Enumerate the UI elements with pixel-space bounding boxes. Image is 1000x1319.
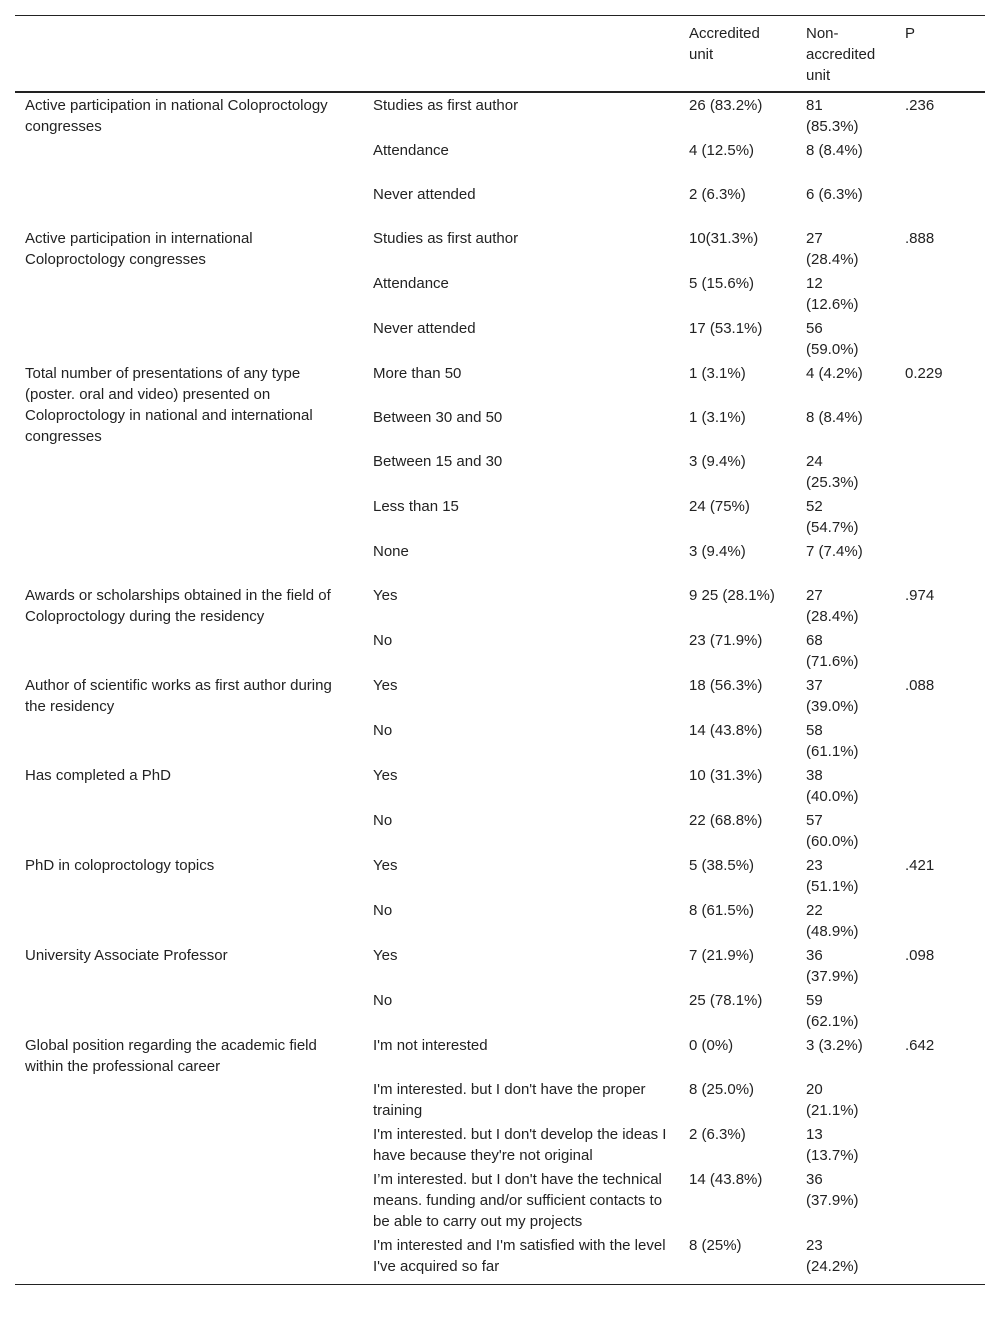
cell-non-accredited: 38 (40.0%)	[806, 767, 859, 805]
cell-response: Attendance	[373, 275, 449, 292]
cell-non-accredited: 24 (25.3%)	[806, 453, 859, 491]
cell-non-accredited: 23 (51.1%)	[806, 857, 859, 895]
cell-accredited: 0 (0%)	[689, 1037, 734, 1054]
table-body	[15, 92, 985, 1285]
cell-accredited: 26 (83.2%)	[689, 97, 763, 114]
cell-non-accredited: 13 (13.7%)	[806, 1126, 859, 1164]
cell-accredited: 24 (75%)	[689, 498, 750, 515]
cell-non-accredited: 6 (6.3%)	[806, 186, 863, 203]
cell-response: I'm interested and I'm satisfied with the level I've acquired so far	[373, 1237, 666, 1275]
cell-accredited: 8 (61.5%)	[689, 902, 755, 919]
cell-accredited: 2 (6.3%)	[689, 1126, 746, 1143]
header-variable	[15, 16, 373, 93]
cell-response: Yes	[373, 767, 398, 784]
cell-non-accredited: 3 (3.2%)	[806, 1037, 863, 1054]
cell-variable: Awards or scholarships obtained in the field of Coloproctology during the residency	[25, 587, 331, 625]
cell-accredited: 8 (25.0%)	[689, 1081, 755, 1098]
cell-accredited: 23 (71.9%)	[689, 632, 763, 649]
cell-non-accredited: 8 (8.4%)	[806, 142, 863, 159]
cell-response: I'm not interested	[373, 1037, 488, 1054]
cell-accredited: 7 (21.9%)	[689, 947, 755, 964]
cell-variable: University Associate Professor	[25, 947, 228, 964]
cell-variable: Total number of presentations of any type (poster. oral and video) presented on Coloproctology in national and international congresses	[25, 365, 313, 445]
cell-accredited: 1 (3.1%)	[689, 365, 746, 382]
cell-non-accredited: 52 (54.7%)	[806, 498, 859, 536]
cell-non-accredited: 23 (24.2%)	[806, 1237, 859, 1275]
cell-variable: Author of scientific works as first author during the residency	[25, 677, 332, 715]
cell-response: No	[373, 632, 393, 649]
cell-response: Yes	[373, 587, 398, 604]
cell-response: Between 15 and 30	[373, 453, 503, 470]
cell-response: No	[373, 812, 393, 829]
cell-accredited: 3 (9.4%)	[689, 453, 746, 470]
header-row	[15, 16, 985, 93]
cell-non-accredited: 4 (4.2%)	[806, 365, 863, 382]
cell-response: I'm interested. but I don't have the proper training	[373, 1081, 646, 1119]
cell-response: Studies as first author	[373, 230, 519, 247]
cell-non-accredited: 27 (28.4%)	[806, 230, 859, 268]
table-container	[15, 15, 985, 1285]
cell-accredited: 10(31.3%)	[689, 230, 759, 247]
cell-non-accredited: 57 (60.0%)	[806, 812, 859, 850]
table-row	[15, 673, 985, 718]
cell-response: No	[373, 992, 393, 1009]
table-row	[15, 943, 985, 988]
cell-response: Yes	[373, 677, 398, 694]
cell-non-accredited: 81 (85.3%)	[806, 97, 859, 135]
cell-non-accredited: 36 (37.9%)	[806, 947, 859, 985]
cell-response: I’m interested. but I don't have the technical means. funding and/or sufficient contacts to be able to carry out my projects	[373, 1171, 663, 1230]
cell-accredited: 25 (78.1%)	[689, 992, 763, 1009]
cell-response: More than 50	[373, 365, 462, 382]
cell-accredited: 4 (12.5%)	[689, 142, 755, 159]
cell-variable: Has completed a PhD	[25, 767, 171, 784]
cell-response: Yes	[373, 947, 398, 964]
cell-accredited: 14 (43.8%)	[689, 1171, 763, 1188]
cell-non-accredited: 20 (21.1%)	[806, 1081, 859, 1119]
table-row	[15, 361, 985, 405]
cell-response: Attendance	[373, 142, 449, 159]
cell-p-value	[905, 763, 985, 853]
table-header	[15, 16, 985, 93]
cell-p-value: .236	[905, 97, 935, 114]
cell-response: None	[373, 543, 409, 560]
cell-accredited: 22 (68.8%)	[689, 812, 763, 829]
cell-non-accredited: 7 (7.4%)	[806, 543, 863, 560]
cell-accredited: 8 (25%)	[689, 1237, 742, 1254]
header-p: P	[905, 25, 916, 42]
cell-response: Yes	[373, 857, 398, 874]
cell-p-value: .974	[905, 587, 935, 604]
cell-response: I'm interested. but I don't develop the ideas I have because they're not original	[373, 1126, 667, 1164]
table-row	[15, 226, 985, 271]
header-non-accredited: Non-accredited unit	[806, 25, 876, 84]
cell-response: No	[373, 902, 393, 919]
cell-variable: Active participation in national Coloproctology congresses	[25, 97, 328, 135]
cell-p-value: .088	[905, 677, 935, 694]
cell-p-value: .888	[905, 230, 935, 247]
cell-non-accredited: 8 (8.4%)	[806, 409, 863, 426]
cell-p-value: .098	[905, 947, 935, 964]
table-row	[15, 92, 985, 138]
cell-accredited: 2 (6.3%)	[689, 186, 746, 203]
cell-non-accredited: 58 (61.1%)	[806, 722, 859, 760]
header-response	[373, 16, 689, 93]
cell-non-accredited: 27 (28.4%)	[806, 587, 859, 625]
header-accredited: Accredited unit	[689, 25, 760, 63]
results-table	[15, 15, 985, 1285]
cell-variable: Global position regarding the academic field within the professional career	[25, 1037, 317, 1075]
cell-accredited: 18 (56.3%)	[689, 677, 763, 694]
cell-response: Studies as first author	[373, 97, 519, 114]
cell-non-accredited: 22 (48.9%)	[806, 902, 859, 940]
cell-response: Less than 15	[373, 498, 459, 515]
cell-accredited: 14 (43.8%)	[689, 722, 763, 739]
table-row	[15, 1033, 985, 1077]
cell-accredited: 3 (9.4%)	[689, 543, 746, 560]
cell-p-value: .642	[905, 1037, 935, 1054]
cell-accredited: 10 (31.3%)	[689, 767, 763, 784]
table-row	[15, 583, 985, 628]
cell-non-accredited: 37 (39.0%)	[806, 677, 859, 715]
table-row	[15, 853, 985, 898]
cell-variable: Active participation in international Coloproctology congresses	[25, 230, 253, 268]
cell-response: Never attended	[373, 320, 476, 337]
cell-accredited: 17 (53.1%)	[689, 320, 763, 337]
table-row	[15, 763, 985, 808]
cell-variable: PhD in coloproctology topics	[25, 857, 215, 874]
cell-p-value: 0.229	[905, 365, 943, 382]
cell-non-accredited: 68 (71.6%)	[806, 632, 859, 670]
cell-non-accredited: 56 (59.0%)	[806, 320, 859, 358]
cell-response: Between 30 and 50	[373, 409, 503, 426]
cell-response: No	[373, 722, 393, 739]
cell-p-value: .421	[905, 857, 935, 874]
cell-accredited: 9 25 (28.1%)	[689, 587, 775, 604]
cell-accredited: 5 (38.5%)	[689, 857, 755, 874]
cell-response: Never attended	[373, 186, 476, 203]
cell-non-accredited: 12 (12.6%)	[806, 275, 859, 313]
cell-accredited: 5 (15.6%)	[689, 275, 755, 292]
cell-non-accredited: 36 (37.9%)	[806, 1171, 859, 1209]
cell-accredited: 1 (3.1%)	[689, 409, 746, 426]
cell-non-accredited: 59 (62.1%)	[806, 992, 859, 1030]
